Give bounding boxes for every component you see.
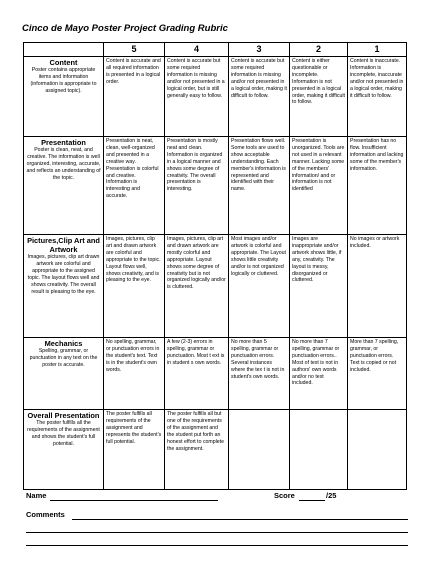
criterion-description: Images, pictures, clip art drawn artwork are colorful and appropriate to the assigned topic. The layout flows well and shows creativity. The overall result is pleasing to the eye. (27, 254, 100, 295)
header-cell-score-1: 1 (348, 43, 407, 57)
rubric-cell: Content is inaccurate. Information is incomplete, inaccurate and/or not presented in a logical order, making it difficult to follow. (348, 57, 407, 137)
comments-line[interactable] (26, 532, 408, 533)
score-line[interactable] (299, 500, 325, 501)
criterion-name: Presentation (41, 138, 86, 147)
criterion-name: Mechanics (44, 339, 83, 348)
rubric-cell: No more than 7 spelling, grammar or punctuation errors.. Most of text is not in authors' own words and/or no text included. (290, 338, 348, 410)
header-cell-score-2: 2 (290, 43, 348, 57)
rubric-cell (229, 410, 290, 490)
rubric-cell: No images or artwork included. (348, 235, 407, 338)
criterion-cell (24, 410, 104, 490)
rubric-cell (348, 410, 407, 490)
criterion-description: Spelling, grammar, or punctuation in any text on the poster is accurate. (29, 348, 98, 368)
rubric-cell: More than 7 spelling, grammar, or punctuation errors. Text is copied or not included. (348, 338, 407, 410)
rubric-cell: Presentation is mostly neat and clean. Information is organized in a logical manner and shows some degree of creativity. The overall presentation is interesting. (165, 137, 229, 235)
criterion-name: Content (49, 58, 78, 67)
rubric-cell: No more than 5 spelling, grammar or punctuation errors. Several instances where the tex t is not in student's own words. (229, 338, 290, 410)
rubric-cell: Content is either questionable or incomplete. Information is not presented in a logical order, making it difficult to follow. (290, 57, 348, 137)
rubric-cell: Most images and/or artwork is colorful and appropriate. The Layout shows little creativity and/or is not organized logically or cluttered. (229, 235, 290, 338)
name-label: Name (26, 491, 47, 500)
score-total: /25 (326, 491, 337, 500)
criterion-description: Poster contains appropriate items and information (information is appropriate to assigned topic). (30, 67, 97, 94)
table-row (24, 338, 407, 410)
table-row (24, 235, 407, 338)
criterion-cell (24, 137, 104, 235)
header-cell-score-3: 3 (229, 43, 290, 57)
rubric-cell (290, 410, 348, 490)
header-cell-score-5: 5 (104, 43, 165, 57)
rubric-cell: A few (2-3) errors in spelling, grammar or punctuation. Most t ext is in student s own words. (165, 338, 229, 410)
criterion-description: Poster is clean, neat, and creative. The information is well organized, interesting, accurate, and reflects an understanding of the topic. (26, 147, 101, 181)
criterion-cell (24, 57, 104, 137)
rubric-cell: Presentation flows well. Some tools are used to show acceptable understanding. Each member's information is represented and identified with their name. (229, 137, 290, 235)
rubric-cell: The poster fulfills all requirements of the assignment and represents the student's full potential. (104, 410, 165, 490)
rubric-cell: Images, pictures, clip art and drawn artwork are mostly colorful and appropriate. Layout shows some degree of creativity but is not organized logically and/or is cluttered. (165, 235, 229, 338)
header-cell-criteria (24, 43, 104, 57)
score-label: Score (274, 491, 295, 500)
rubric-cell: Content is accurate but some required information is missing and/or not presented in a logical order, but is still generally easy to follow. (165, 57, 229, 137)
comments-line[interactable] (72, 519, 408, 520)
table-row (24, 137, 407, 235)
rubric-cell: Presentation is neat, clean, well-organized and presented in a creative way. Presentation is colorful and creative. Information is interesting and accurate. (104, 137, 165, 235)
criterion-name: Overall Presentation (27, 411, 100, 420)
criterion-cell (24, 338, 104, 410)
page-title: Cinco de Mayo Poster Project Grading Rubric (22, 23, 228, 34)
rubric-cell: Content is accurate but some required information is missing and/or not presented in a logical order, making it difficult to follow. (229, 57, 290, 137)
criterion-description: The poster fulfills all the requirements of the assignment and shows the student's full potential. (27, 420, 100, 447)
criterion-cell (24, 235, 104, 338)
rubric-cell: Images, pictures, clip art and drawn artwork are colorful and appropriate to the topic. Layout flows well, shows creativity, and is pleasing to the eye. (104, 235, 165, 338)
rubric-cell: Presentation has no flow. Insufficient information and lacking some of the member's information. (348, 137, 407, 235)
header-row (24, 43, 407, 57)
rubric-cell: Content is accurate and all required information is presented in a logical order. (104, 57, 165, 137)
rubric-cell: Images are inappropriate and/or artwork shows little, if any, creativity. The layout is messy, disorganized or cluttered. (290, 235, 348, 338)
rubric-cell: The poster fulfills all but one of the requirements of the assignment and the student put forth an honest effort to complete the assignment. (165, 410, 229, 490)
rubric-cell: Presentation is unorganized. Tools are not used in a relevant manner. Lacking some of the members' information/ and or information is not identified (290, 137, 348, 235)
name-line[interactable] (50, 500, 218, 501)
table-row (24, 410, 407, 490)
table-row (24, 57, 407, 137)
rubric-table (23, 42, 407, 490)
rubric-cell: No spelling, grammar, or punctuation errors in the student's text. Text is in the student's own words. (104, 338, 165, 410)
criterion-name: Pictures,Clip Art and Artwork (27, 236, 100, 254)
comments-line[interactable] (26, 545, 408, 546)
header-cell-score-4: 4 (165, 43, 229, 57)
comments-label: Comments (26, 510, 65, 519)
